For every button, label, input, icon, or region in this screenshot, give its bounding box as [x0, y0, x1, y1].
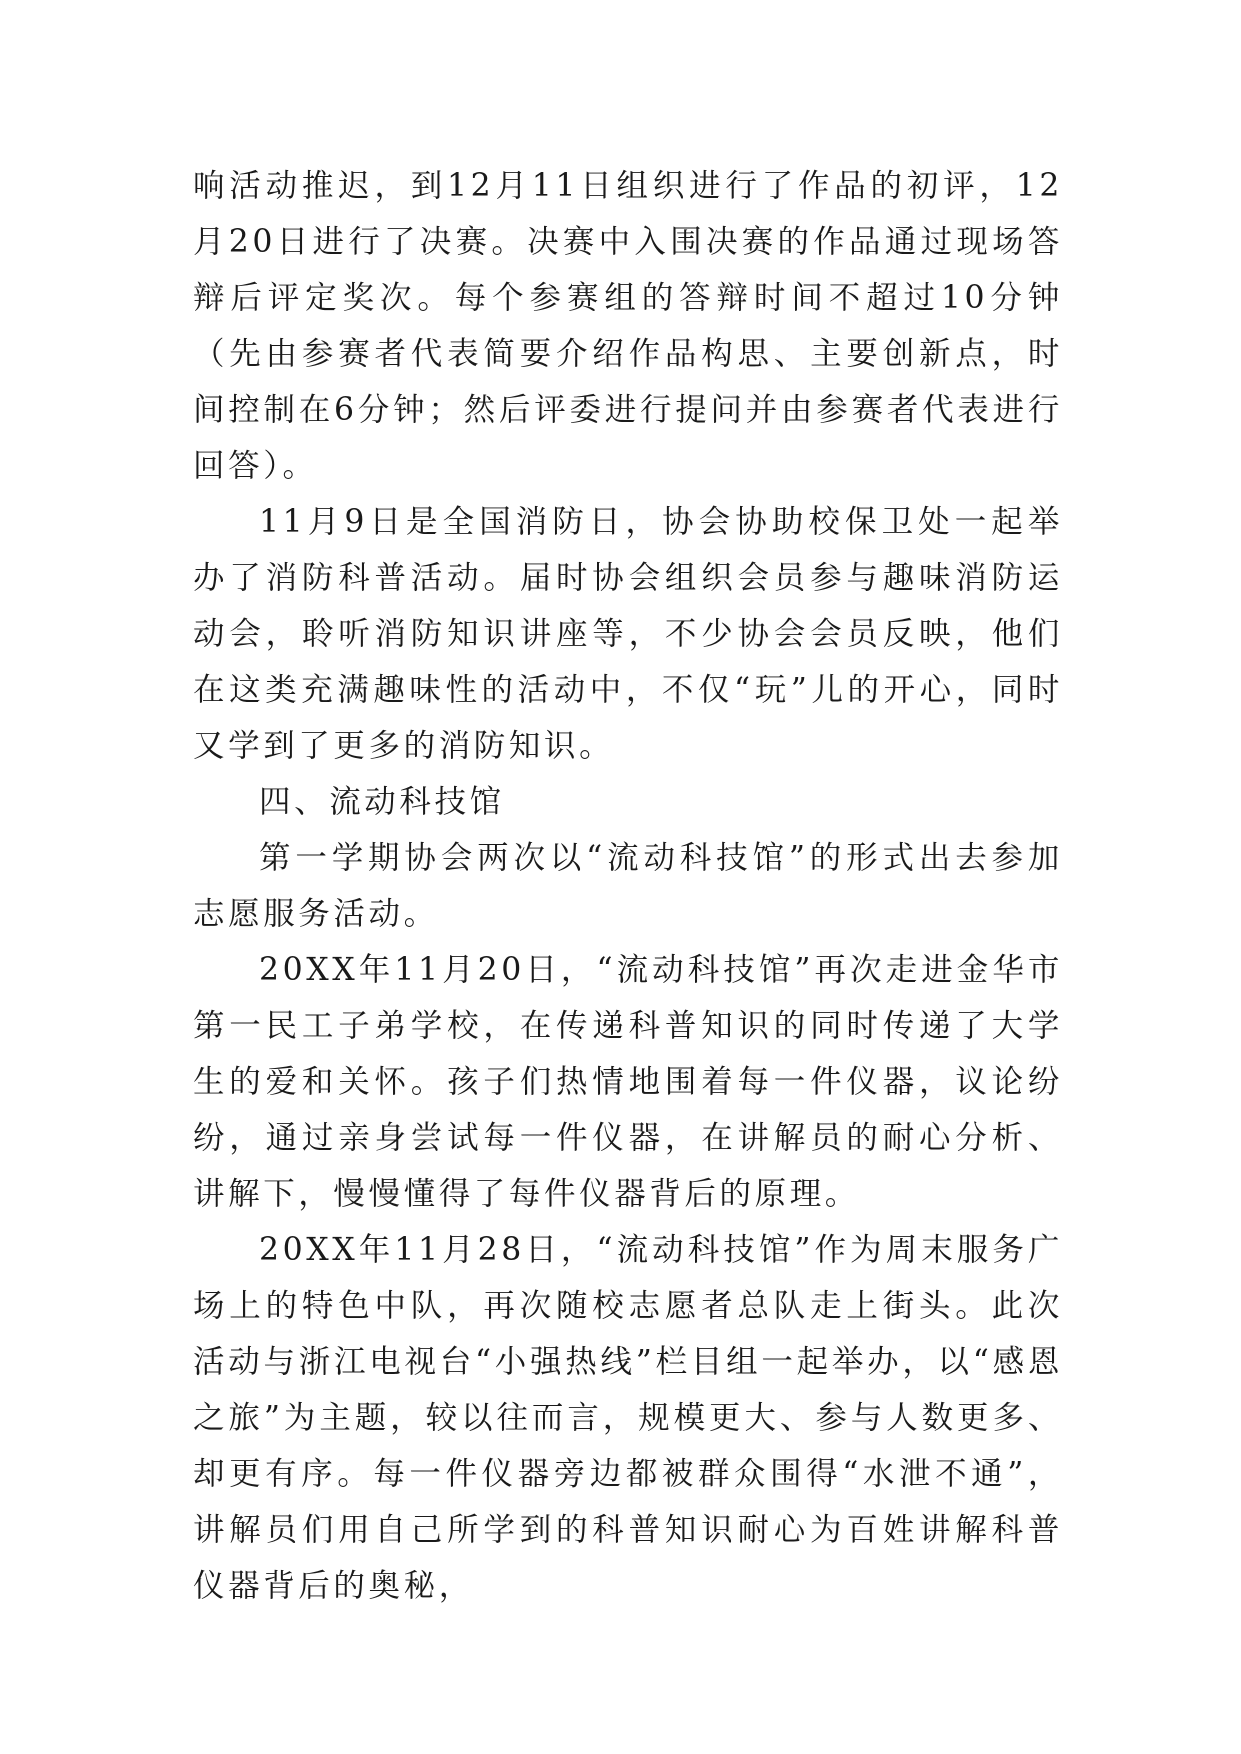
paragraph-volunteer-intro: 第一学期协会两次以“流动科技馆”的形式出去参加志愿服务活动。 [193, 840, 1063, 932]
document-body [193, 158, 1063, 1614]
paragraph-nov-20-visit: 20XX年11月20日，“流动科技馆”再次走进金华市第一民工子弟学校，在传递科普知识的同时传递了大学生的爱和关怀。孩子们热情地围着每一件仪器，议论纷纷，通过亲身尝试每一件仪器，在讲解员的耐心分析、讲解下，慢慢懂得了每件仪器背后的原理。 [193, 952, 1063, 1212]
paragraph-fire-safety-day: 11月9日是全国消防日，协会协助校保卫处一起举办了消防科普活动。届时协会组织会员参与趣味消防运动会，聆听消防知识讲座等，不少协会会员反映，他们在这类充满趣味性的活动中，不仅“玩”儿的开心，同时又学到了更多的消防知识。 [193, 504, 1063, 764]
paragraph-nov-28-event: 20XX年11月28日，“流动科技馆”作为周末服务广场上的特色中队，再次随校志愿者总队走上街头。此次活动与浙江电视台“小强热线”栏目组一起举办，以“感恩之旅”为主题，较以往而言，规模更大、参与人数更多、却更有序。每一件仪器旁边都被群众围得“水泄不通”，讲解员们用自己所学到的科普知识耐心为百姓讲解科普仪器背后的奥秘， [193, 1232, 1063, 1604]
paragraph-event-schedule: 响活动推迟，到12月11日组织进行了作品的初评，12月20日进行了决赛。决赛中入围决赛的作品通过现场答辩后评定奖次。每个参赛组的答辩时间不超过10分钟（先由参赛者代表简要介绍作品构思、主要创新点，时间控制在6分钟；然后评委进行提问并由参赛者代表进行回答）。 [193, 168, 1063, 484]
section-heading-mobile-science-museum: 四、流动科技馆 [259, 784, 505, 820]
